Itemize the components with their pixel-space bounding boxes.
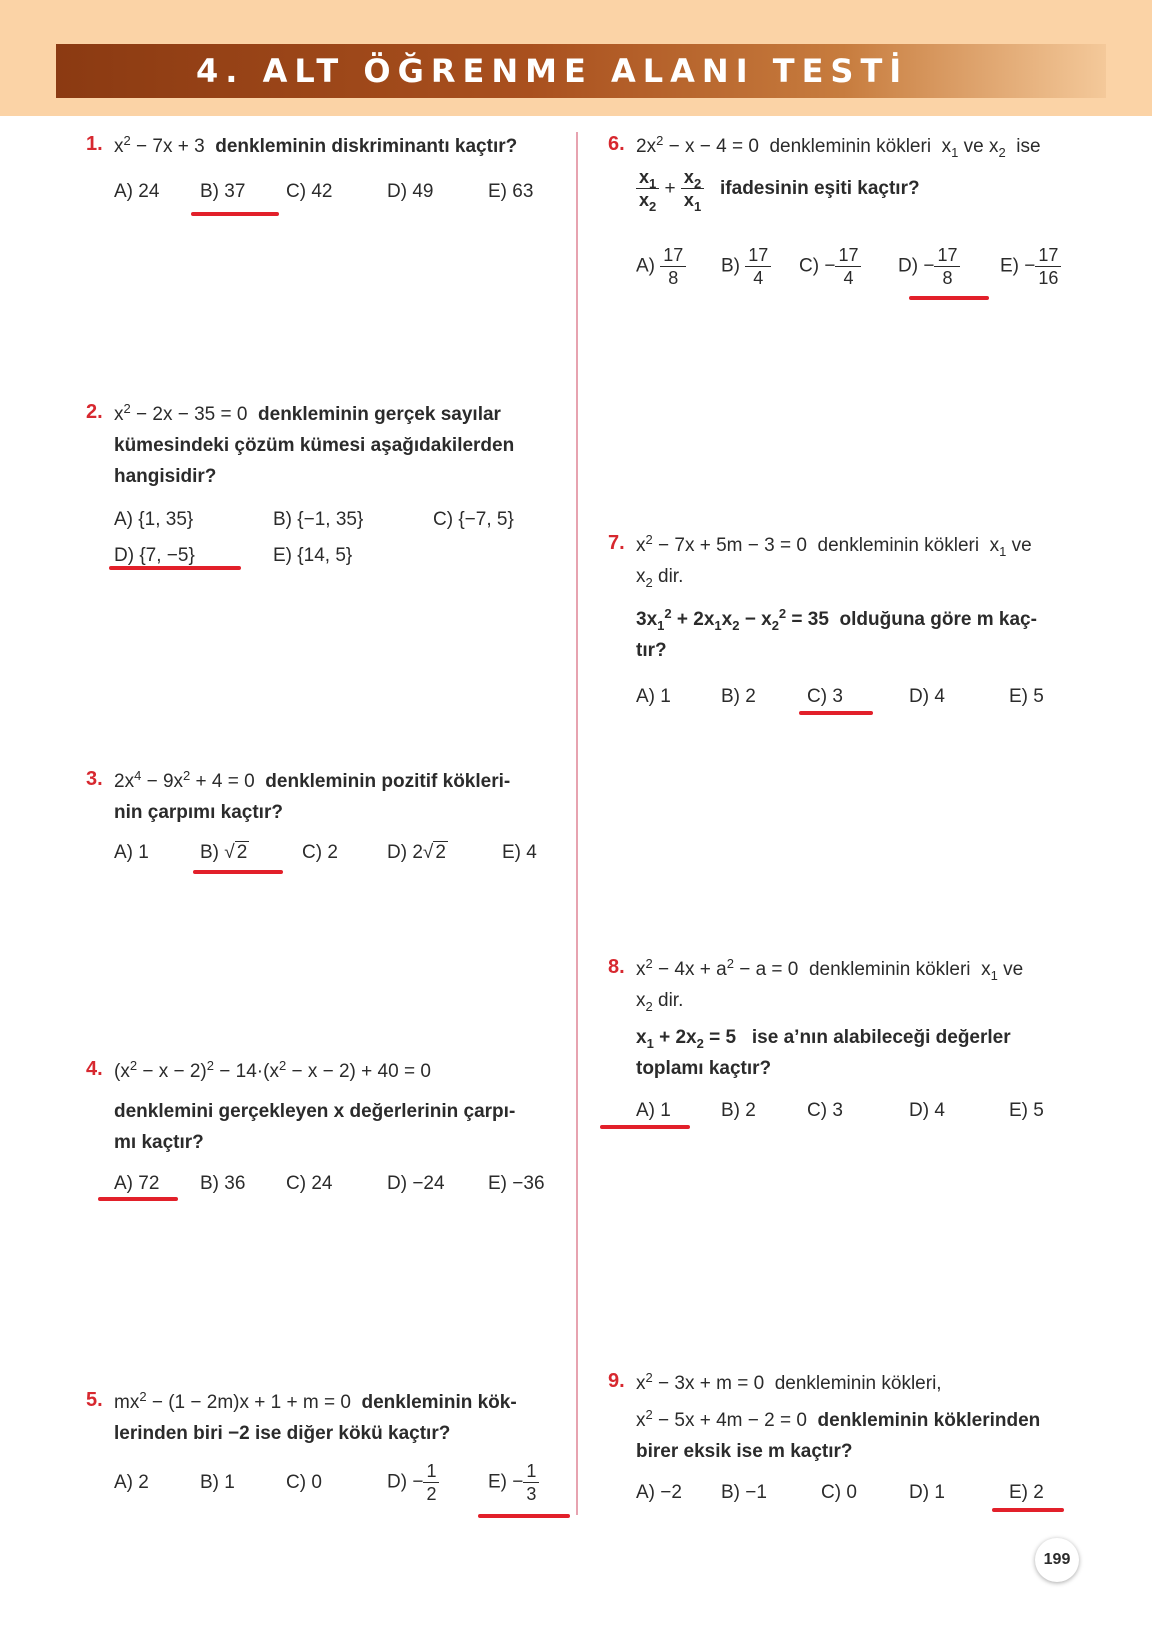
sqrt-2: √ 2: [422, 842, 446, 863]
option-d[interactable]: D) −24: [387, 1173, 445, 1194]
option-a[interactable]: A) 1: [114, 842, 149, 863]
fraction: $\frac{17}{8}$: [660, 244, 686, 289]
answer-underline: [191, 212, 279, 216]
question-5-text: [114, 1387, 566, 1449]
option-a[interactable]: A) 1: [636, 686, 671, 707]
prompt: nin çarpımı kaçtır?: [114, 802, 283, 823]
question-number: 1.: [86, 133, 103, 155]
answer-underline: [600, 1125, 690, 1129]
equation: $x^2 - 7x + 3$: [114, 133, 205, 157]
equation: $x^2 - 2x - 35 = 0$: [114, 401, 248, 425]
option-c[interactable]: C) 42: [286, 181, 333, 202]
question-6-text: $2x^2 - x - 4 = 0$ denkleminin kökleri $x_1$ ve $x_2$ ise: [636, 133, 1041, 160]
question-number: 7.: [608, 532, 625, 554]
fraction: $\frac{17}{4}$: [745, 244, 771, 289]
answer-underline: [478, 1514, 570, 1518]
question-number: 2.: [86, 401, 103, 423]
option-b[interactable]: B) 1: [200, 1472, 235, 1493]
option-e[interactable]: E) −36: [488, 1173, 545, 1194]
fraction: $\frac{1}{3}$: [523, 1460, 539, 1505]
prompt: ifadesinin eşiti kaçtır?: [720, 178, 920, 199]
equation: $x^2 - 7x + 5m - 3 = 0$: [636, 532, 807, 556]
option-c[interactable]: C) 3: [807, 1100, 843, 1121]
option-e[interactable]: [488, 1460, 539, 1505]
question-number: 8.: [608, 956, 625, 978]
prompt: denkleminin gerçek sayılar: [258, 404, 501, 425]
option-label: D) −: [387, 1471, 424, 1493]
equation: $x^2 - 4x + a^2 - a = 0$: [636, 956, 799, 980]
option-c[interactable]: C) {−7, 5}: [433, 509, 514, 530]
option-d[interactable]: D) {7, −5}: [114, 545, 195, 566]
prompt: ise a’nın alabileceği değerler: [751, 1027, 1011, 1048]
question-number: 4.: [86, 1058, 103, 1080]
fraction: $\frac{17}{16}$: [1035, 244, 1061, 289]
option-d[interactable]: [898, 244, 960, 289]
fraction: $\frac{1}{2}$: [423, 1460, 439, 1505]
option-c[interactable]: C) 0: [821, 1482, 857, 1503]
question-number: 3.: [86, 768, 103, 790]
option-e[interactable]: E) 5: [1009, 1100, 1044, 1121]
option-c[interactable]: C) 24: [286, 1173, 333, 1194]
question-8-text: $x^2 - 4x + a^2 - a = 0$ denkleminin kökleri $x_1$ ve $x_2$ dir. $x_1 + 2x_2 = 5$ ise a’nın alabileceği değerler toplamı kaçtır?: [636, 954, 1080, 1084]
option-label: D) −: [898, 255, 935, 277]
option-label: B): [721, 255, 740, 277]
option-a[interactable]: A) 1: [636, 1100, 671, 1121]
option-e[interactable]: [1000, 244, 1061, 289]
page-number: 199: [1035, 1538, 1079, 1582]
expression-line: $\frac{x_1}{x_2}$ + $\frac{x_2}{x_1}$ ifadesinin eşiti kaçtır?: [636, 166, 920, 211]
connector: ve: [1011, 535, 1032, 556]
equation: $2x^4 - 9x^2 + 4 = 0$: [114, 768, 255, 792]
option-a[interactable]: A) 2: [114, 1472, 149, 1493]
prompt: tır?: [636, 640, 667, 661]
option-b[interactable]: B) 2: [721, 686, 756, 707]
option-a[interactable]: [636, 244, 686, 289]
equation: $(x^2 - x - 2)^2 - 14\cdot(x^2 - x - 2) + 40 = 0$: [114, 1058, 431, 1082]
fraction: $\frac{17}{4}$: [835, 244, 861, 289]
option-label: C) −: [799, 255, 836, 277]
answer-underline: [109, 566, 241, 570]
option-d[interactable]: D) 4: [909, 686, 945, 707]
option-label: A): [636, 255, 655, 277]
equation: $mx^2 - (1 - 2m)x + 1 + m = 0$: [114, 1389, 351, 1413]
page-title: 4. ALT ÖĞRENME ALANI TESTİ: [196, 52, 909, 90]
option-d[interactable]: D) 1: [909, 1482, 945, 1503]
option-d[interactable]: [387, 842, 448, 864]
answer-underline: [98, 1197, 178, 1201]
option-c[interactable]: C) 3: [807, 686, 843, 707]
option-label: E) −: [1000, 255, 1036, 277]
answer-underline: [992, 1508, 1064, 1512]
question-9-text: [636, 1368, 1080, 1467]
option-c[interactable]: C) 2: [302, 842, 338, 863]
question-7-text: $x^2 - 7x + 5m - 3 = 0$ denkleminin kökleri $x_1$ ve $x_2$ dir. $3x_1^2 + 2x_1x_2 - x_2^2 = 35$ olduğuna göre m kaç- tır?: [636, 530, 1080, 666]
prompt: denkleminin köklerinden: [817, 1410, 1041, 1431]
prompt: denkleminin pozitif kökleri-: [265, 771, 511, 792]
equation: $x^2 - 5x + 4m - 2 = 0$: [636, 1407, 807, 1431]
option-d[interactable]: D) 4: [909, 1100, 945, 1121]
question-1-text: [114, 131, 517, 162]
answer-underline: [909, 296, 989, 300]
prompt: birer eksik ise m kaçtır?: [636, 1441, 853, 1462]
question-number: 9.: [608, 1370, 625, 1392]
option-a[interactable]: A) 24: [114, 181, 160, 202]
option-d[interactable]: D) 49: [387, 181, 434, 202]
option-b[interactable]: B) {−1, 35}: [273, 509, 364, 530]
option-a[interactable]: A) {1, 35}: [114, 509, 194, 530]
option-b[interactable]: B) 2: [721, 1100, 756, 1121]
connector: ise: [1016, 136, 1041, 157]
fraction: $\frac{17}{8}$: [934, 244, 960, 289]
equation: $x^2 - 3x + m = 0$: [636, 1370, 765, 1394]
sqrt-2: √ 2: [224, 842, 248, 863]
fraction: $\frac{x_1}{x_2}$: [636, 166, 659, 211]
question-text: denkleminin kökleri,: [774, 1373, 942, 1394]
option-b[interactable]: B) −1: [721, 1482, 767, 1503]
option-e[interactable]: E) {14, 5}: [273, 545, 353, 566]
question-2-text: [114, 399, 564, 492]
question-3-text: [114, 766, 564, 828]
prompt: denkleminin kök-: [361, 1392, 517, 1413]
option-b[interactable]: B) 37: [200, 181, 246, 202]
column-divider: [576, 132, 578, 1515]
question-number: 6.: [608, 133, 625, 155]
connector: dir.: [658, 566, 684, 587]
option-b[interactable]: [200, 842, 249, 864]
connector: dir.: [658, 990, 684, 1011]
connector: ve: [963, 136, 984, 157]
equation: $2x^2 - x - 4 = 0$: [636, 133, 759, 157]
option-e[interactable]: E) 4: [502, 842, 537, 863]
fraction: $\frac{x_2}{x_1}$: [681, 166, 704, 211]
question-number: 5.: [86, 1389, 103, 1411]
option-a[interactable]: A) 72: [114, 1173, 160, 1194]
answer-underline: [799, 711, 873, 715]
prompt: denklemini gerçekleyen x değerlerinin çarpı-: [114, 1101, 516, 1122]
question-4-text: [114, 1056, 566, 1158]
prompt: olduğuna göre m kaç-: [839, 609, 1037, 630]
question-text: denkleminin kökleri: [769, 136, 932, 157]
prompt: kümesindeki çözüm kümesi aşağıdakilerden: [114, 435, 515, 456]
option-label: E) −: [488, 1471, 524, 1493]
prompt: hangisidir?: [114, 466, 217, 487]
option-e[interactable]: E) 5: [1009, 686, 1044, 707]
option-b[interactable]: B) 36: [200, 1173, 246, 1194]
prompt: toplamı kaçtır?: [636, 1058, 772, 1079]
prompt: lerinden biri −2 ise diğer kökü kaçtır?: [114, 1423, 451, 1444]
option-b[interactable]: [721, 244, 771, 289]
question-text: denkleminin kökleri: [817, 535, 980, 556]
option-label: D) 2: [387, 842, 423, 863]
option-d[interactable]: [387, 1460, 439, 1505]
question-text: denkleminin kökleri: [808, 959, 971, 980]
connector: ve: [1003, 959, 1024, 980]
prompt: mı kaçtır?: [114, 1132, 204, 1153]
option-e[interactable]: E) 63: [488, 181, 534, 202]
answer-underline: [193, 870, 283, 874]
option-c[interactable]: [799, 244, 861, 289]
option-label: B): [200, 842, 219, 863]
option-a[interactable]: A) −2: [636, 1482, 682, 1503]
prompt: denkleminin diskriminantı kaçtır?: [215, 136, 518, 157]
option-e[interactable]: E) 2: [1009, 1482, 1044, 1503]
option-c[interactable]: C) 0: [286, 1472, 322, 1493]
